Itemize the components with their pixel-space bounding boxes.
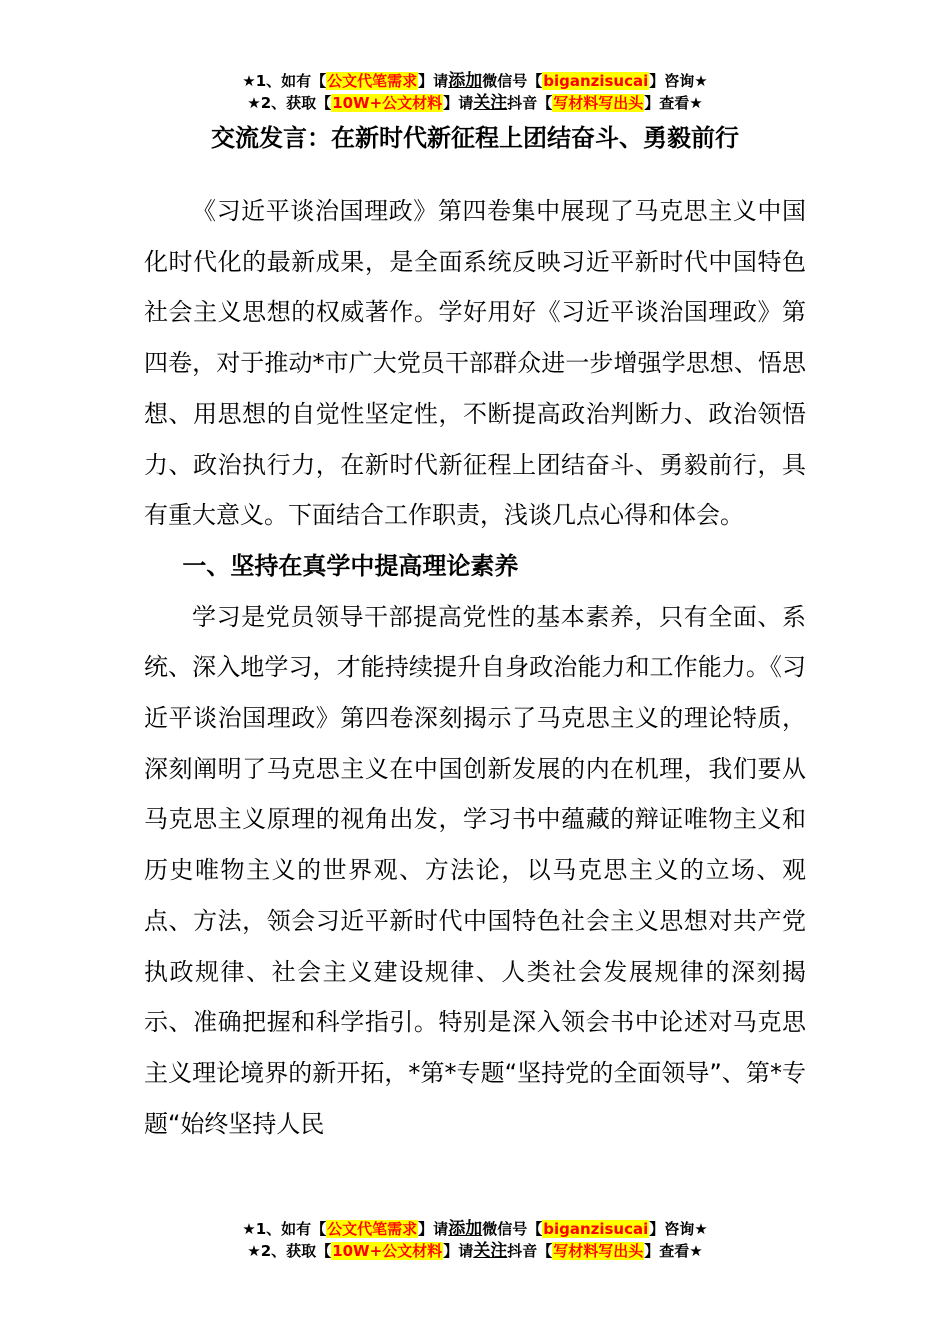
- banner-1-prefix: ★1、如有【: [242, 72, 327, 90]
- footer-banner-line-1: [0, 1218, 950, 1240]
- footer-2-highlight: 10W+公文材料: [332, 1242, 443, 1260]
- footer-2-suffix: 】查看★: [644, 1242, 703, 1260]
- banner-2-mid2: 抖音【: [507, 94, 553, 112]
- banner-2-prefix: ★2、获取【: [247, 94, 332, 112]
- banner-2-highlight: 10W+公文材料: [332, 94, 443, 112]
- footer-1-mid1: 】请: [418, 1220, 449, 1238]
- paragraph-section-1: 学习是党员领导干部提高党性的基本素养，只有全面、系统、深入地学习，才能持续提升自身政治能力和工作能力。《习近平谈治国理政》第四卷深刻揭示了马克思主义的理论特质，深刻阐明了马克思主义在中国创新发展的内在机理，我们要从马克思主义原理的视角出发，学习书中蕴藏的辩证唯物主义和历史唯物主义的世界观、方法论，以马克思主义的立场、观点、方法，领会习近平新时代中国特色社会主义思想对共产党执政规律、社会主义建设规律、人类社会发展规律的深刻揭示、准确把握和科学指引。特别是深入领会书中论述对马克思主义理论境界的新开拓，*第*专题“坚持党的全面领导”、第*专题“始终坚持人民: [144, 602, 806, 1138]
- footer-1-highlight: 公文代笔需求: [327, 1220, 418, 1238]
- paragraph-intro: 《习近平谈治国理政》第四卷集中展现了马克思主义中国化时代化的最新成果，是全面系统反映习近平新时代中国特色社会主义思想的权威著作。学好用好《习近平谈治国理政》第四卷，对于推动*市广大党员干部群众进一步增强学思想、悟思想、用思想的自觉性坚定性，不断提高政治判断力、政治领悟力、政治执行力，在新时代新征程上团结奋斗、勇毅前行，具有重大意义。下面结合工作职责，浅谈几点心得和体会。: [144, 197, 806, 530]
- section-heading-1: 一、坚持在真学中提高理论素养: [182, 551, 519, 580]
- document-body: [144, 186, 806, 1149]
- header-banner: [0, 70, 950, 114]
- banner-1-mid1: 】请: [418, 72, 449, 90]
- wechat-id: biganzisucai: [543, 72, 649, 90]
- banner-1-highlight: 公文代笔需求: [327, 72, 418, 90]
- banner-1-mid2: 微信号【: [482, 72, 543, 90]
- footer-2-mid2: 抖音【: [507, 1242, 553, 1260]
- footer-1-emph: 添加: [448, 1219, 483, 1239]
- banner-2-suffix: 】查看★: [644, 94, 703, 112]
- footer-2-prefix: ★2、获取【: [247, 1242, 332, 1260]
- footer-1-suffix: 】咨询★: [649, 1220, 708, 1238]
- document-title: 交流发言：在新时代新征程上团结奋斗、勇毅前行: [211, 124, 739, 152]
- footer-douyin-id: 写材料写出头: [553, 1242, 644, 1260]
- banner-2-emph: 关注: [473, 93, 508, 113]
- banner-line-1: [0, 70, 950, 92]
- banner-2-mid1: 】请: [443, 94, 474, 112]
- footer-wechat-id: biganzisucai: [543, 1220, 649, 1238]
- banner-line-2: [0, 92, 950, 114]
- footer-banner: [0, 1218, 950, 1262]
- footer-2-emph: 关注: [473, 1241, 508, 1261]
- footer-banner-line-2: [0, 1240, 950, 1262]
- banner-1-emph: 添加: [448, 71, 483, 91]
- footer-1-prefix: ★1、如有【: [242, 1220, 327, 1238]
- banner-1-suffix: 】咨询★: [649, 72, 708, 90]
- footer-1-mid2: 微信号【: [482, 1220, 543, 1238]
- douyin-id: 写材料写出头: [553, 94, 644, 112]
- footer-2-mid1: 】请: [443, 1242, 474, 1260]
